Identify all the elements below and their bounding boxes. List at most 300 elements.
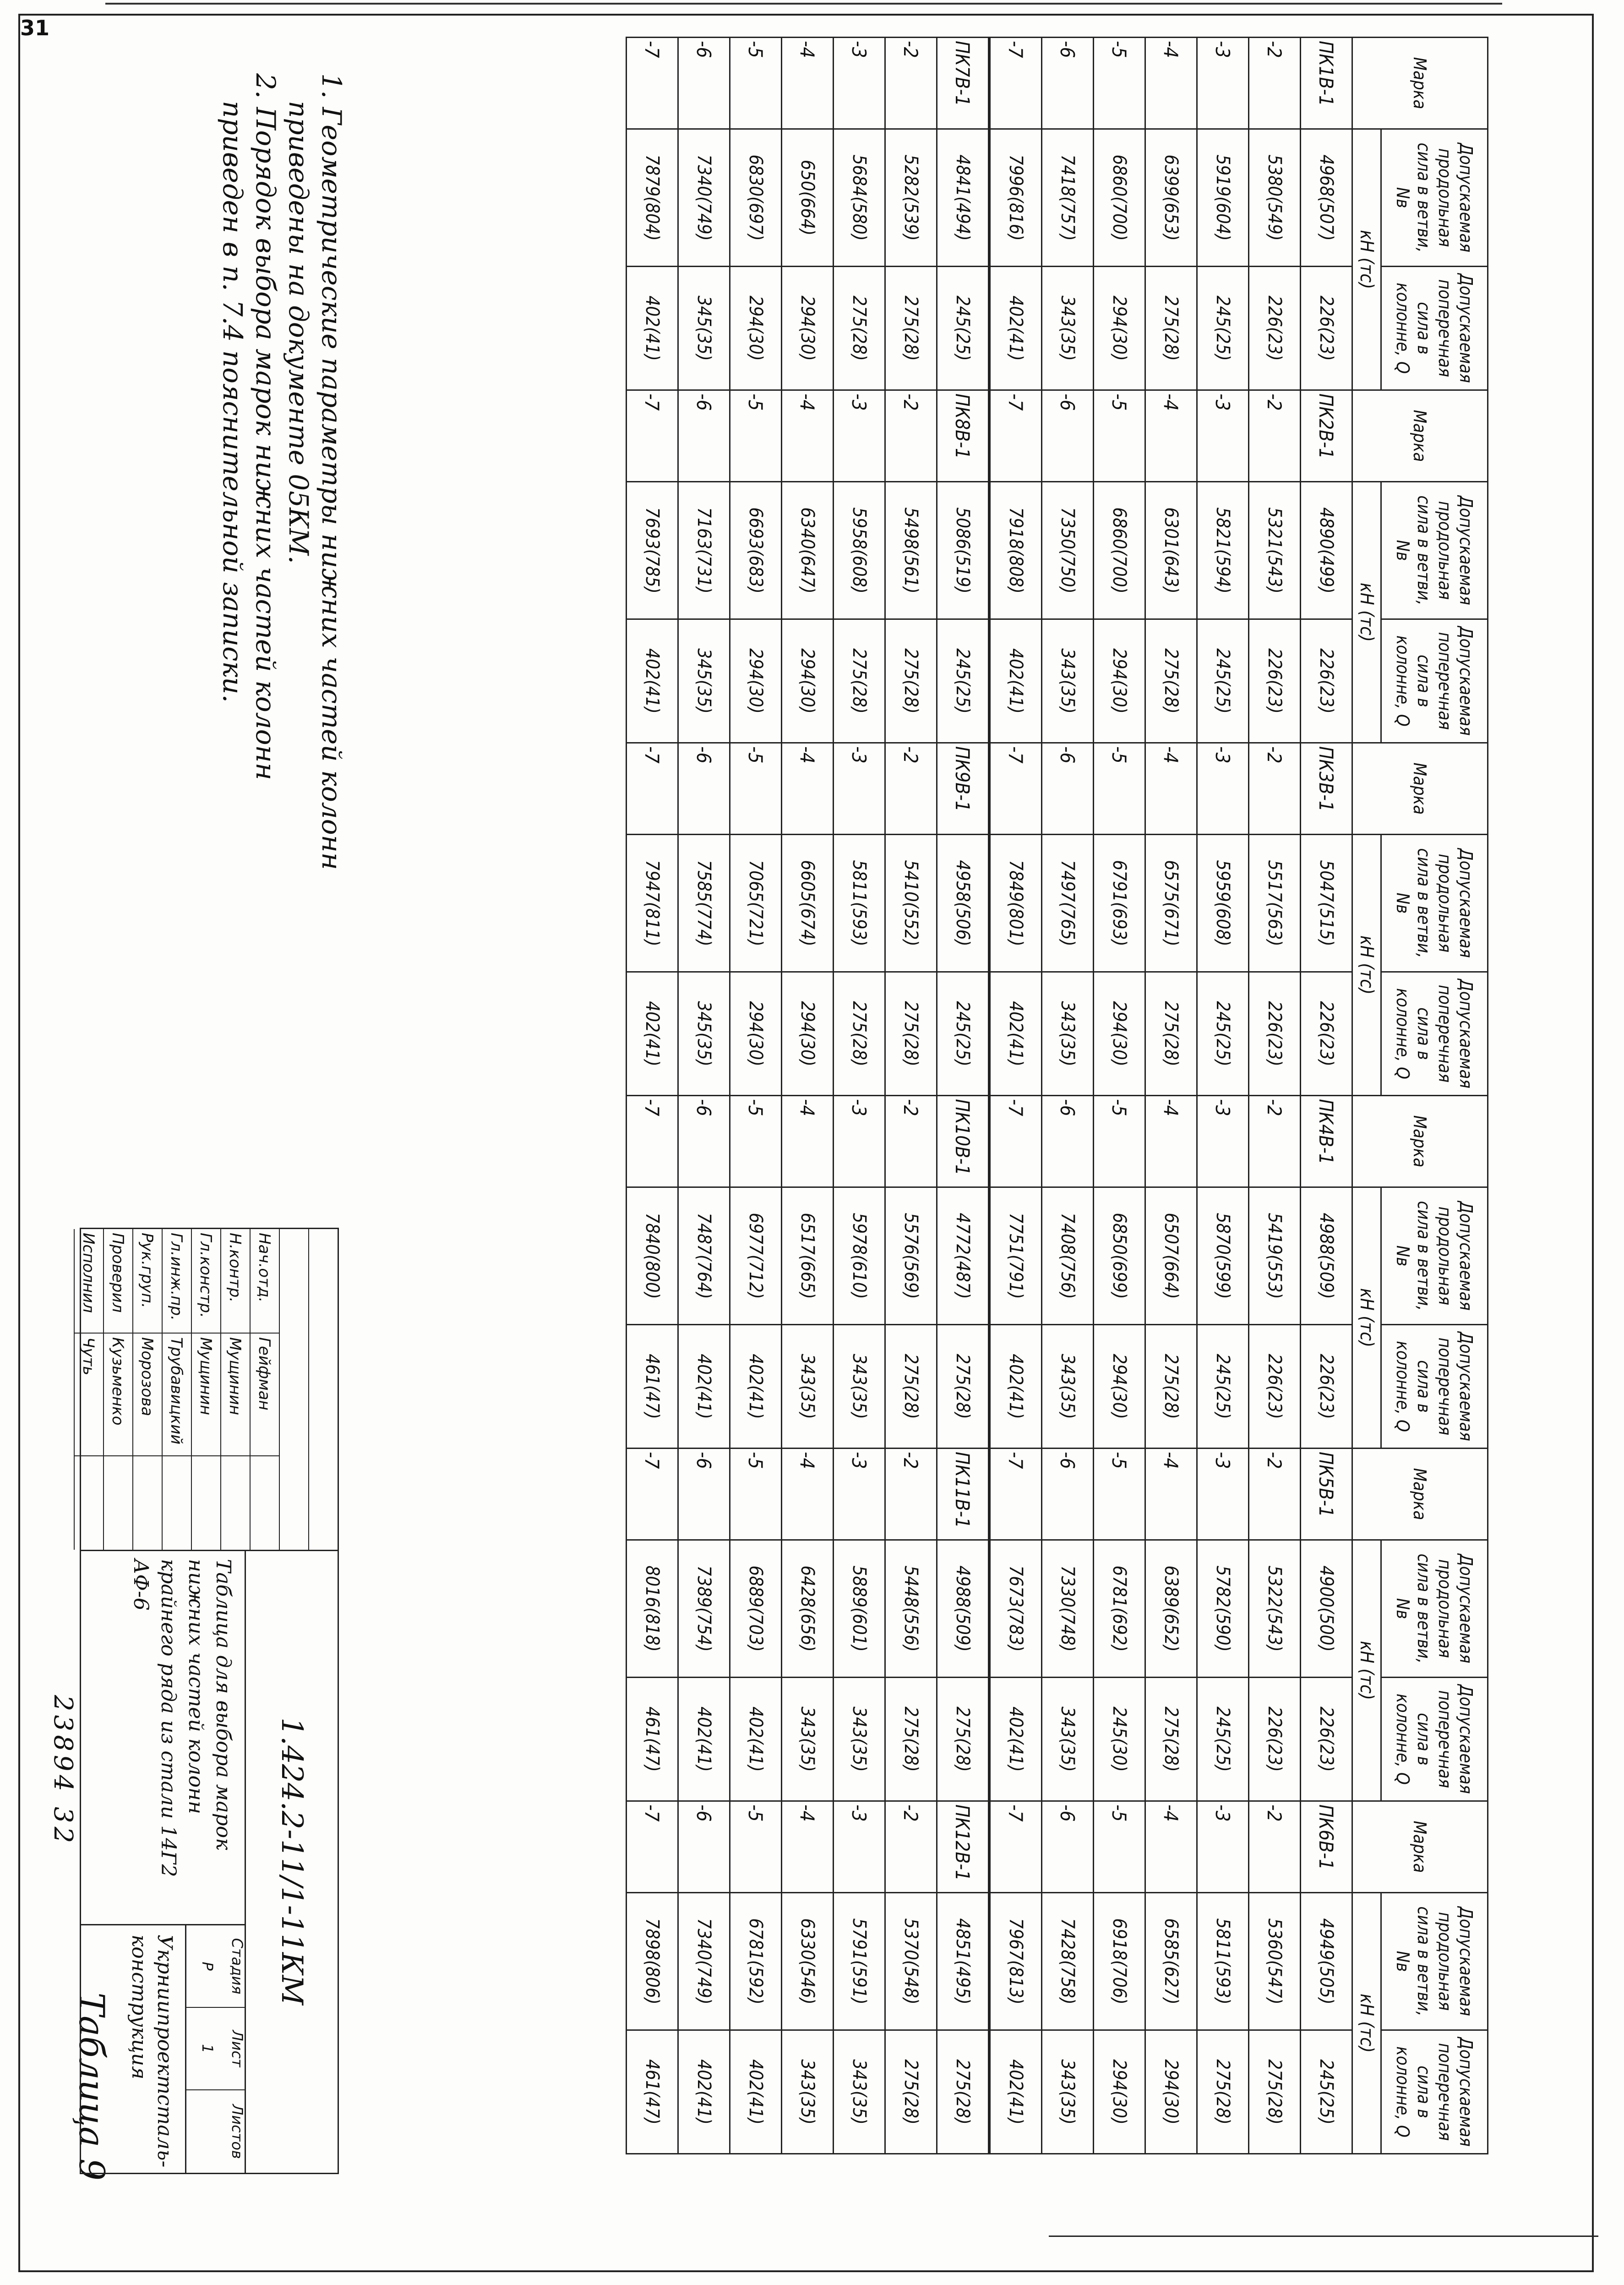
cell-longitudinal: 5448(556) (885, 1540, 937, 1678)
cell-mark: -7 (989, 1801, 1042, 1893)
cell-longitudinal: 5322(543) (1249, 1540, 1301, 1678)
cell-transverse: 245(25) (937, 267, 990, 390)
rotated-content (27, 18, 1594, 2245)
cell-transverse: 343(35) (834, 1678, 885, 1801)
cell-transverse: 343(35) (782, 1325, 834, 1449)
header-row (1381, 38, 1488, 2154)
cell-longitudinal: 6889(703) (730, 1540, 782, 1678)
signature-row (103, 1229, 132, 1550)
header-mark: Марка (1352, 38, 1488, 129)
cell-mark: -5 (1094, 1801, 1145, 1893)
cell-longitudinal: 7693(785) (627, 482, 678, 619)
cell-longitudinal: 7408(756) (1042, 1187, 1094, 1325)
cell-longitudinal: 6301(643) (1145, 482, 1197, 619)
signature-row (74, 1229, 103, 1550)
header-transverse-force: Допускаемая поперечная сила в колонне, Q (1381, 619, 1488, 743)
signature-name: Гейфман (251, 1334, 279, 1456)
cell-transverse: 226(23) (1301, 267, 1352, 390)
header-unit: кН (тс) (1352, 1187, 1381, 1449)
cell-mark: -4 (782, 38, 834, 129)
cell-longitudinal: 6585(627) (1145, 1893, 1197, 2030)
cell-mark: -5 (1094, 38, 1145, 129)
cell-mark: -6 (678, 390, 730, 482)
cell-mark: -4 (1145, 390, 1197, 482)
cell-mark: -3 (1197, 38, 1249, 129)
signature-name: Трубавицкий (163, 1334, 191, 1456)
header-unit: кН (тс) (1352, 129, 1381, 390)
cell-longitudinal: 6330(546) (782, 1893, 834, 2030)
cell-longitudinal: 4890(499) (1301, 482, 1352, 619)
cell-transverse: 345(35) (678, 267, 730, 390)
cell-transverse: 343(35) (782, 1678, 834, 1801)
cell-longitudinal: 7967(813) (989, 1893, 1042, 2030)
table-row (678, 38, 730, 2154)
selection-table (626, 37, 1488, 2154)
cell-longitudinal: 5419(553) (1249, 1187, 1301, 1325)
signature-name: Мущинин (192, 1334, 220, 1456)
cell-transverse: 461(47) (627, 1678, 678, 1801)
cell-mark: -7 (627, 743, 678, 835)
cell-mark: ПК3В-1 (1301, 743, 1352, 835)
cell-transverse: 294(30) (730, 267, 782, 390)
document-code: 1.424.2-11/1-11КМ (245, 1550, 338, 2173)
table-row (1301, 38, 1352, 2154)
cell-transverse: 275(28) (834, 972, 885, 1096)
cell-longitudinal: 7418(757) (1042, 129, 1094, 267)
cell-transverse: 275(28) (1197, 2030, 1249, 2154)
cell-mark: -2 (885, 38, 937, 129)
signature-role: Проверил (104, 1229, 132, 1334)
cell-mark: ПК10В-1 (937, 1096, 990, 1187)
cell-longitudinal: 5517(563) (1249, 835, 1301, 972)
cell-mark: -5 (730, 38, 782, 129)
table-row (989, 38, 1042, 2154)
signature-role: Нач.отд. (251, 1229, 279, 1334)
cell-longitudinal: 5282(539) (885, 129, 937, 267)
header-unit: кН (тс) (1352, 1540, 1381, 1801)
cell-mark: -3 (1197, 1449, 1249, 1540)
cell-mark: ПК5В-1 (1301, 1449, 1352, 1540)
header-mark: Марка (1352, 1801, 1488, 1893)
cell-transverse: 275(28) (1249, 2030, 1301, 2154)
cell-longitudinal: 4841(494) (937, 129, 990, 267)
table-row (1145, 38, 1197, 2154)
cell-mark: -4 (1145, 1096, 1197, 1187)
cell-transverse: 402(41) (730, 1325, 782, 1449)
cell-transverse: 343(35) (1042, 972, 1094, 1096)
signature-row (250, 1229, 279, 1550)
cell-longitudinal: 6389(652) (1145, 1540, 1197, 1678)
cell-longitudinal: 5791(591) (834, 1893, 885, 2030)
table-row (627, 38, 678, 2154)
cell-longitudinal: 6850(699) (1094, 1187, 1145, 1325)
signature-role: Гл.инж.пр. (163, 1229, 191, 1334)
cell-longitudinal: 6340(647) (782, 482, 834, 619)
cell-transverse: 402(41) (730, 1678, 782, 1801)
cell-longitudinal: 4968(507) (1301, 129, 1352, 267)
cell-transverse: 402(41) (678, 1325, 730, 1449)
cell-transverse: 402(41) (627, 619, 678, 743)
cell-mark: -3 (1197, 1096, 1249, 1187)
cell-mark: -6 (1042, 1801, 1094, 1893)
cell-transverse: 294(30) (1094, 972, 1145, 1096)
cell-longitudinal: 5360(547) (1249, 1893, 1301, 2030)
cell-longitudinal: 4900(500) (1301, 1540, 1352, 1678)
cell-longitudinal: 4958(506) (937, 835, 990, 972)
cell-mark: -2 (885, 1449, 937, 1540)
cell-transverse: 226(23) (1301, 1678, 1352, 1801)
cell-longitudinal: 5684(580) (834, 129, 885, 267)
cell-transverse: 245(25) (1197, 267, 1249, 390)
cell-longitudinal: 6399(653) (1145, 129, 1197, 267)
cell-mark: -7 (989, 1096, 1042, 1187)
signature-name: Морозова (133, 1334, 162, 1456)
cell-transverse: 343(35) (834, 1325, 885, 1449)
cell-mark: -7 (989, 390, 1042, 482)
cell-longitudinal: 6428(656) (782, 1540, 834, 1678)
signature-blank-row (308, 1229, 338, 1550)
cell-longitudinal: 5498(561) (885, 482, 937, 619)
cell-longitudinal: 5782(590) (1197, 1540, 1249, 1678)
note-2b: приведен в п. 7.4 пояснительной записки. (217, 101, 248, 703)
cell-mark: ПК4В-1 (1301, 1096, 1352, 1187)
cell-mark: -3 (1197, 743, 1249, 835)
cell-mark: -7 (989, 743, 1042, 835)
cell-transverse: 275(28) (885, 972, 937, 1096)
inventory-number: 23894 32 (48, 1695, 78, 1847)
header-mark: Марка (1352, 390, 1488, 482)
top-border-line (105, 3, 1502, 5)
sheet-label: Лист (216, 2008, 246, 2090)
cell-mark: -6 (678, 1801, 730, 1893)
cell-longitudinal: 5811(593) (1197, 1893, 1249, 2030)
cell-mark: -3 (1197, 390, 1249, 482)
cell-longitudinal: 7389(754) (678, 1540, 730, 1678)
cell-transverse: 343(35) (782, 2030, 834, 2154)
corner-tag: 31 (20, 16, 50, 40)
cell-longitudinal: 6977(712) (730, 1187, 782, 1325)
cell-mark: -2 (885, 390, 937, 482)
cell-transverse: 461(47) (627, 2030, 678, 2154)
cell-transverse: 275(28) (937, 1678, 990, 1801)
cell-mark: -5 (1094, 743, 1145, 835)
cell-transverse: 345(35) (678, 619, 730, 743)
note-1b: приведены на документе 05КМ. (283, 101, 314, 564)
cell-transverse: 245(25) (1197, 972, 1249, 1096)
cell-longitudinal: 7428(758) (1042, 1893, 1094, 2030)
cell-transverse: 294(30) (1094, 2030, 1145, 2154)
cell-longitudinal: 5410(552) (885, 835, 937, 972)
table-row (1094, 38, 1145, 2154)
cell-longitudinal: 6605(674) (782, 835, 834, 972)
cell-mark: -6 (1042, 1449, 1094, 1540)
cell-transverse: 294(30) (1094, 1325, 1145, 1449)
cell-longitudinal: 6918(706) (1094, 1893, 1145, 2030)
cell-mark: -6 (1042, 1096, 1094, 1187)
cell-mark: -4 (1145, 743, 1197, 835)
stage-block (185, 1925, 246, 2173)
signature-row (162, 1229, 191, 1550)
note-1a: 1. Геометрические параметры нижних частей колонн (316, 73, 347, 870)
cell-longitudinal: 7898(806) (627, 1893, 678, 2030)
sheets-value (186, 2090, 216, 2173)
cell-transverse: 343(35) (1042, 267, 1094, 390)
cell-mark: -7 (627, 390, 678, 482)
title-block (80, 1228, 339, 2174)
cell-mark: ПК12В-1 (937, 1801, 990, 1893)
header-transverse-force: Допускаемая поперечная сила в колонне, Q (1381, 1678, 1488, 1801)
cell-transverse: 402(41) (989, 972, 1042, 1096)
cell-transverse: 294(30) (730, 972, 782, 1096)
cell-mark: -5 (1094, 1449, 1145, 1540)
cell-mark: -3 (834, 1096, 885, 1187)
cell-transverse: 294(30) (782, 972, 834, 1096)
cell-longitudinal: 7996(816) (989, 129, 1042, 267)
cell-longitudinal: 5821(594) (1197, 482, 1249, 619)
signature-row (191, 1229, 220, 1550)
signature-row (220, 1229, 250, 1550)
cell-longitudinal: 7879(804) (627, 129, 678, 267)
cell-mark: -3 (834, 38, 885, 129)
cell-longitudinal: 7918(808) (989, 482, 1042, 619)
cell-longitudinal: 5370(548) (885, 1893, 937, 2030)
cell-transverse: 245(25) (1197, 619, 1249, 743)
header-longitudinal-force: Допускаемая продольная сила в ветви, Nв (1381, 1187, 1488, 1325)
header-longitudinal-force: Допускаемая продольная сила в ветви, Nв (1381, 835, 1488, 972)
cell-transverse: 343(35) (1042, 1678, 1094, 1801)
cell-longitudinal: 6693(683) (730, 482, 782, 619)
cell-transverse: 275(28) (1145, 1678, 1197, 1801)
cell-mark: -5 (730, 390, 782, 482)
cell-transverse: 226(23) (1249, 267, 1301, 390)
header-longitudinal-force: Допускаемая продольная сила в ветви, Nв (1381, 1893, 1488, 2030)
cell-mark: -2 (1249, 1096, 1301, 1187)
cell-transverse: 343(35) (1042, 2030, 1094, 2154)
signature-role: Исполнил (75, 1229, 103, 1334)
signature-role: Н.контр. (221, 1229, 250, 1334)
cell-mark: -4 (1145, 38, 1197, 129)
cell-mark: -4 (782, 1801, 834, 1893)
cell-mark: -7 (989, 38, 1042, 129)
cell-longitudinal: 5811(593) (834, 835, 885, 972)
cell-mark: -2 (1249, 743, 1301, 835)
cell-transverse: 275(28) (885, 1325, 937, 1449)
cell-mark: -4 (1145, 1449, 1197, 1540)
cell-transverse: 402(41) (678, 2030, 730, 2154)
cell-longitudinal: 4851(495) (937, 1893, 990, 2030)
cell-transverse: 226(23) (1301, 972, 1352, 1096)
cell-transverse: 402(41) (989, 267, 1042, 390)
cell-longitudinal: 4772(487) (937, 1187, 990, 1325)
cell-longitudinal: 7947(811) (627, 835, 678, 972)
cell-mark: -7 (627, 1801, 678, 1893)
cell-transverse: 245(25) (937, 972, 990, 1096)
cell-mark: ПК2В-1 (1301, 390, 1352, 482)
cell-transverse: 275(28) (1145, 619, 1197, 743)
cell-mark: -6 (1042, 390, 1094, 482)
cell-longitudinal: 7751(791) (989, 1187, 1042, 1325)
notes (216, 73, 348, 870)
cell-longitudinal: 6860(700) (1094, 482, 1145, 619)
cell-longitudinal: 5047(515) (1301, 835, 1352, 972)
header-mark: Марка (1352, 743, 1488, 835)
cell-mark: -5 (1094, 390, 1145, 482)
cell-mark: -3 (834, 390, 885, 482)
cell-transverse: 294(30) (1094, 619, 1145, 743)
organization: Укрниипроектсталь-конструкция (127, 1935, 176, 2168)
cell-transverse: 343(35) (834, 2030, 885, 2154)
cell-mark: -5 (730, 743, 782, 835)
cell-longitudinal: 6781(692) (1094, 1540, 1145, 1678)
signature-list (81, 1229, 338, 1551)
cell-transverse: 402(41) (730, 2030, 782, 2154)
header-transverse-force: Допускаемая поперечная сила в колонне, Q (1381, 2030, 1488, 2154)
cell-transverse: 226(23) (1249, 972, 1301, 1096)
cell-longitudinal: 5576(569) (885, 1187, 937, 1325)
cell-transverse: 226(23) (1301, 1325, 1352, 1449)
cell-mark: ПК8В-1 (937, 390, 990, 482)
cell-transverse: 294(30) (782, 619, 834, 743)
header-transverse-force: Допускаемая поперечная сила в колонне, Q (1381, 972, 1488, 1096)
cell-longitudinal: 6575(671) (1145, 835, 1197, 972)
cell-mark: -7 (627, 1096, 678, 1187)
cell-mark: -3 (834, 1449, 885, 1540)
cell-mark: -5 (730, 1449, 782, 1540)
cell-longitudinal: 8016(818) (627, 1540, 678, 1678)
table-row (1042, 38, 1094, 2154)
cell-longitudinal: 5919(604) (1197, 129, 1249, 267)
cell-transverse: 275(28) (885, 267, 937, 390)
cell-mark: -6 (1042, 38, 1094, 129)
cell-mark: ПК11В-1 (937, 1449, 990, 1540)
cell-longitudinal: 7487(764) (678, 1187, 730, 1325)
table-row (937, 38, 990, 2154)
cell-transverse: 402(41) (678, 1678, 730, 1801)
cell-longitudinal: 650(664) (782, 129, 834, 267)
table-row (834, 38, 885, 2154)
cell-transverse: 275(28) (1145, 972, 1197, 1096)
cell-mark: -2 (1249, 390, 1301, 482)
cell-transverse: 275(28) (885, 619, 937, 743)
cell-mark: ПК7В-1 (937, 38, 990, 129)
cell-transverse: 275(28) (885, 1678, 937, 1801)
cell-longitudinal: 5959(608) (1197, 835, 1249, 972)
cell-transverse: 461(47) (627, 1325, 678, 1449)
table-row (1197, 38, 1249, 2154)
cell-longitudinal: 7497(765) (1042, 835, 1094, 972)
cell-longitudinal: 4949(505) (1301, 1893, 1352, 2030)
cell-longitudinal: 7340(749) (678, 1893, 730, 2030)
cell-mark: -2 (885, 743, 937, 835)
cell-mark: -7 (627, 38, 678, 129)
header-transverse-force: Допускаемая поперечная сила в колонне, Q (1381, 1325, 1488, 1449)
sheet-description: Таблица для выбора марок нижних частей колонн крайнего ряда из стали 14Г2 АФ-6 (81, 1550, 246, 1925)
cell-mark: ПК6В-1 (1301, 1801, 1352, 1893)
table-title: Таблица 9 (71, 1992, 112, 2181)
cell-mark: -7 (989, 1449, 1042, 1540)
cell-transverse: 402(41) (989, 1325, 1042, 1449)
table-row (730, 38, 782, 2154)
cell-transverse: 343(35) (1042, 619, 1094, 743)
cell-mark: -6 (1042, 743, 1094, 835)
stage-value: Р (186, 1925, 216, 2008)
cell-longitudinal: 5889(601) (834, 1540, 885, 1678)
cell-transverse: 275(28) (885, 2030, 937, 2154)
cell-mark: -6 (678, 1449, 730, 1540)
note-2a: 2. Порядок выбора марок нижних частей колонн (250, 73, 281, 781)
sheets-label: Листов (229, 2104, 246, 2159)
cell-mark: -4 (782, 743, 834, 835)
sheet-value: 1 (186, 2008, 216, 2090)
header-unit: кН (тс) (1352, 1893, 1381, 2154)
cell-longitudinal: 5870(599) (1197, 1187, 1249, 1325)
header-longitudinal-force: Допускаемая продольная сила в ветви, Nв (1381, 1540, 1488, 1678)
cell-mark: -6 (678, 38, 730, 129)
cell-transverse: 294(30) (1094, 267, 1145, 390)
cell-transverse: 226(23) (1249, 1678, 1301, 1801)
table-row (885, 38, 937, 2154)
cell-mark: -2 (885, 1096, 937, 1187)
cell-mark: -6 (678, 1096, 730, 1187)
cell-transverse: 245(25) (1197, 1678, 1249, 1801)
cell-transverse: 294(30) (782, 267, 834, 390)
signature-role: Гл.констр. (192, 1229, 220, 1334)
header-unit: кН (тс) (1352, 482, 1381, 743)
cell-transverse: 245(25) (937, 619, 990, 743)
cell-transverse: 245(25) (1301, 2030, 1352, 2154)
header-longitudinal-force: Допускаемая продольная сила в ветви, Nв (1381, 482, 1488, 619)
cell-transverse: 275(28) (1145, 1325, 1197, 1449)
stage-label: Стадия (216, 1925, 246, 2008)
cell-transverse: 402(41) (627, 267, 678, 390)
cell-longitudinal: 7340(749) (678, 129, 730, 267)
cell-longitudinal: 5086(519) (937, 482, 990, 619)
cell-longitudinal: 5380(549) (1249, 129, 1301, 267)
signature-name: Кузьменко (104, 1334, 132, 1456)
cell-longitudinal: 4988(509) (1301, 1187, 1352, 1325)
cell-longitudinal: 6517(665) (782, 1187, 834, 1325)
cell-mark: -2 (1249, 38, 1301, 129)
cell-mark: ПК9В-1 (937, 743, 990, 835)
cell-mark: -4 (1145, 1801, 1197, 1893)
cell-transverse: 275(28) (937, 2030, 990, 2154)
cell-transverse: 226(23) (1301, 619, 1352, 743)
cell-mark: -2 (885, 1801, 937, 1893)
cell-longitudinal: 6507(664) (1145, 1187, 1197, 1325)
table-row (1249, 38, 1301, 2154)
cell-transverse: 226(23) (1249, 619, 1301, 743)
cell-mark: -3 (834, 743, 885, 835)
cell-mark: -5 (730, 1096, 782, 1187)
cell-transverse: 402(41) (989, 619, 1042, 743)
cell-transverse: 245(30) (1094, 1678, 1145, 1801)
cell-longitudinal: 6781(592) (730, 1893, 782, 2030)
cell-longitudinal: 7350(750) (1042, 482, 1094, 619)
cell-transverse: 402(41) (989, 2030, 1042, 2154)
header-transverse-force: Допускаемая поперечная сила в колонне, Q (1381, 267, 1488, 390)
cell-longitudinal: 5978(610) (834, 1187, 885, 1325)
cell-mark: -2 (1249, 1449, 1301, 1540)
cell-mark: -4 (782, 1096, 834, 1187)
cell-mark: -7 (627, 1449, 678, 1540)
cell-longitudinal: 7163(731) (678, 482, 730, 619)
cell-longitudinal: 5958(608) (834, 482, 885, 619)
signature-row (132, 1229, 162, 1550)
header-longitudinal-force: Допускаемая продольная сила в ветви, Nв (1381, 129, 1488, 267)
cell-mark: -3 (834, 1801, 885, 1893)
cell-mark: -6 (678, 743, 730, 835)
signature-role: Рук.груп. (133, 1229, 162, 1334)
